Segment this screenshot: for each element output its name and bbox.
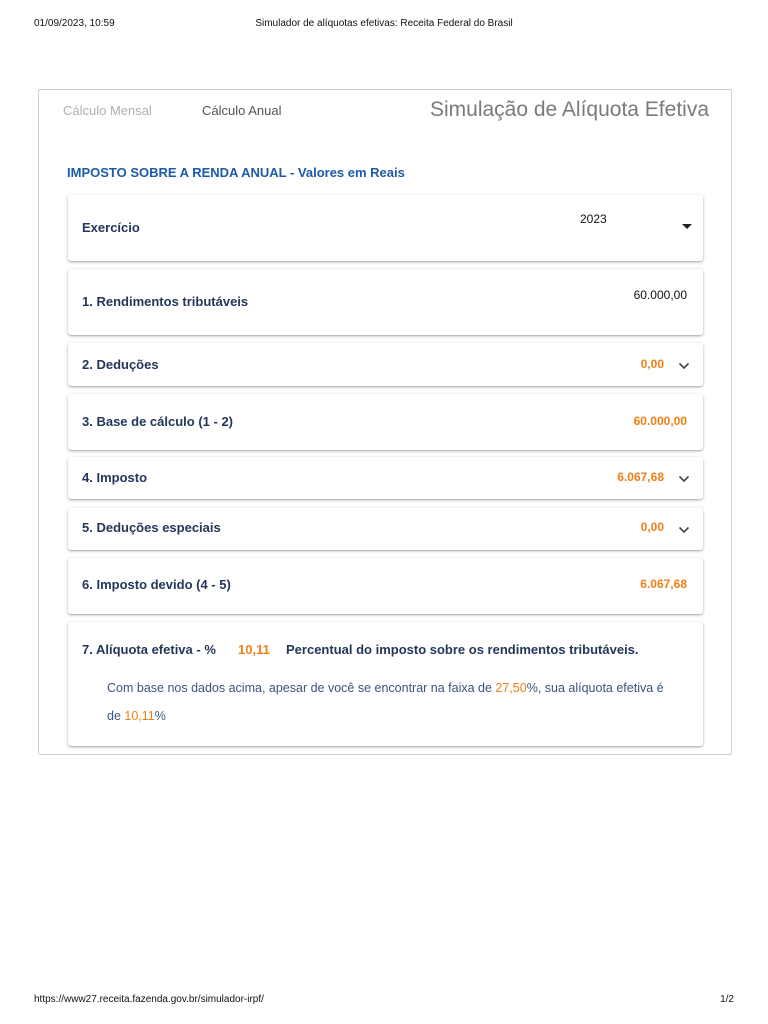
print-url: https://www27.receita.fazenda.gov.br/simulador-irpf/ — [34, 994, 264, 1005]
print-page-number: 1/2 — [720, 994, 734, 1005]
imposto-label: 4. Imposto — [82, 470, 148, 485]
deducoes-card[interactable] — [68, 343, 703, 386]
chevron-down-icon[interactable] — [678, 524, 690, 536]
aliquota-value: 10,11 — [238, 642, 270, 657]
efetiva-value: 10,11 — [124, 709, 155, 723]
deducoes-label: 2. Deduções — [82, 357, 159, 372]
section-title-main: IMPOSTO SOBRE A RENDA ANUAL — [67, 165, 287, 180]
explanation-text-1: Com base nos dados acima, apesar de você se encontrar na faixa de — [107, 681, 496, 695]
deducoes-especiais-card[interactable] — [68, 508, 703, 550]
rendimentos-label: 1. Rendimentos tributáveis — [82, 294, 249, 309]
page-title: Simulação de Alíquota Efetiva — [429, 98, 709, 121]
rendimentos-input[interactable]: 60.000,00 — [633, 288, 687, 302]
imposto-devido-card — [68, 558, 703, 614]
aliquota-explanation — [107, 674, 677, 730]
chevron-down-icon[interactable] — [678, 473, 690, 485]
exercicio-select[interactable] — [580, 209, 692, 231]
aliquota-label: 7. Alíquota efetiva - % — [82, 642, 216, 657]
aliquota-efetiva-card — [68, 622, 703, 746]
imposto-card[interactable] — [68, 457, 703, 499]
base-calculo-value: 60.000,00 — [633, 414, 687, 428]
simulator-panel — [38, 89, 732, 755]
faixa-value: 27,50 — [495, 681, 527, 695]
section-title — [67, 165, 405, 180]
explanation-text-3: % — [154, 709, 166, 723]
print-title: Simulador de alíquotas efetivas: Receita Federal do Brasil — [255, 18, 513, 29]
tab-calculo-anual[interactable]: Cálculo Anual — [202, 103, 282, 118]
deducoes-especiais-value: 0,00 — [640, 520, 664, 534]
deducoes-especiais-label: 5. Deduções especiais — [82, 520, 221, 535]
section-subtitle: - Valores em Reais — [286, 165, 405, 180]
rendimentos-card — [68, 269, 703, 335]
caret-down-icon — [682, 217, 692, 235]
tab-calculo-mensal[interactable]: Cálculo Mensal — [63, 103, 152, 118]
print-datetime: 01/09/2023, 10:59 — [34, 18, 115, 29]
imposto-value: 6.067,68 — [617, 470, 664, 484]
chevron-down-icon[interactable] — [678, 360, 690, 372]
exercicio-card — [68, 195, 703, 261]
explanation-text-2: %, sua alíquota efetiva é de — [107, 681, 664, 723]
imposto-devido-label: 6. Imposto devido (4 - 5) — [82, 577, 231, 592]
aliquota-description: Percentual do imposto sobre os rendimentos tributáveis. — [286, 642, 639, 657]
exercicio-selected-value: 2023 — [580, 212, 607, 226]
deducoes-value: 0,00 — [640, 357, 664, 371]
base-calculo-label: 3. Base de cálculo (1 - 2) — [82, 414, 234, 429]
imposto-devido-value: 6.067,68 — [640, 577, 687, 591]
base-calculo-card — [68, 394, 703, 450]
exercicio-label: Exercício — [82, 220, 140, 235]
